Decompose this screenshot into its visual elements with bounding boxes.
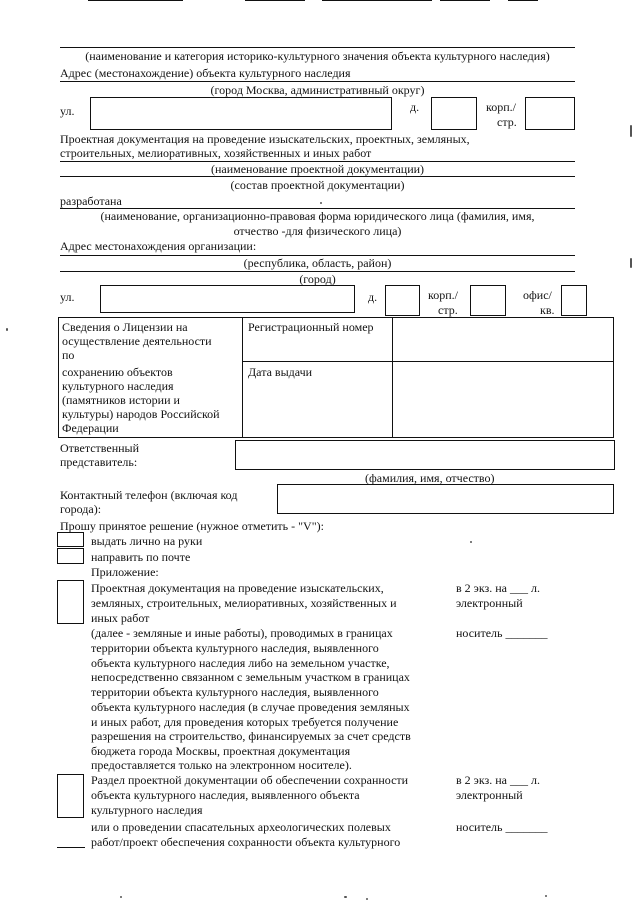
decision-prompt: Прошу принятое решение (нужное отметить - "V"): xyxy=(60,519,324,533)
office-field[interactable] xyxy=(561,285,587,316)
mail-delivery-label: направить по почте xyxy=(91,550,191,564)
org-caption-1: (наименование, организационно-правовая форма юридического лица (фамилия, имя, xyxy=(100,209,535,223)
org-building-field[interactable] xyxy=(470,285,506,316)
object-name-line xyxy=(60,47,575,48)
str-label: стр. xyxy=(497,115,517,129)
scan-speck xyxy=(120,896,122,898)
attachment-1-copies: в 2 экз. на ___ л. xyxy=(456,581,540,595)
org-address-label: Адрес местонахождения организации: xyxy=(60,239,257,253)
attachment-2-blank-line xyxy=(57,847,85,848)
scan-speck xyxy=(344,896,347,898)
apt-label: кв. xyxy=(540,303,555,317)
scan-edge-line xyxy=(245,0,305,1)
region-caption: (республика, область, район) xyxy=(243,256,392,270)
attachment-2-carrier: носитель _______ xyxy=(456,820,548,834)
attachment-1-text: и иных работ, для проведения которых требуется получение xyxy=(91,715,399,729)
org-house-label: д. xyxy=(368,290,378,304)
reg-number-label: Регистрационный номер xyxy=(248,320,374,334)
attachment-2-copies: в 2 экз. на ___ л. xyxy=(456,773,540,787)
project-name-caption: (наименование проектной документации) xyxy=(210,162,425,176)
license-desc-line: по xyxy=(62,348,75,362)
org-street-field[interactable] xyxy=(100,285,355,313)
org-street-label: ул. xyxy=(60,290,75,304)
attachment-1-text: непосредственно связанном с земельным участком в границах xyxy=(91,670,410,684)
license-desc-line: Сведения о Лицензии на xyxy=(62,320,188,334)
attachment-1-text: бюджета города Москвы, проектная документация xyxy=(91,744,351,758)
scan-speck xyxy=(320,202,322,204)
license-desc-line: культуры) народов Российской xyxy=(62,407,220,421)
developed-by-label: разработана xyxy=(60,194,122,208)
attachments-title: Приложение: xyxy=(91,565,159,579)
object-name-caption: (наименование и категория историко-культурного значения объекта культурного наследия) xyxy=(85,49,550,63)
project-composition-line xyxy=(60,176,575,177)
reg-number-field[interactable] xyxy=(393,318,613,360)
scan-speck xyxy=(545,895,547,897)
license-desc-line: осуществление деятельности xyxy=(62,334,212,348)
mail-delivery-checkbox[interactable] xyxy=(57,548,84,564)
house-label: д. xyxy=(410,100,420,114)
license-desc-line: Федерации xyxy=(62,421,119,435)
hand-delivery-label: выдать лично на руки xyxy=(91,534,203,548)
street-label: ул. xyxy=(60,104,75,118)
phone-label-2: города): xyxy=(60,502,102,516)
object-address-label: Адрес (местонахождение) объекта культурного наследия xyxy=(60,66,351,80)
org-korp-label: корп./ xyxy=(428,288,458,302)
attachment-1-text: объекта культурного наследия (в случае проведения земляных xyxy=(91,700,410,714)
project-text-line2: строительных, мелиоративных, хозяйственных и иных работ xyxy=(60,146,372,160)
attachment-1-text: (далее - земляные и иные работы), проводимых в границах xyxy=(91,626,393,640)
scan-speck xyxy=(470,541,472,543)
attachment-2-electronic: электронный xyxy=(456,788,523,802)
attachment-2-text: культурного наследия xyxy=(91,803,203,817)
attachment-1-text: предоставляется только на электронном носителе). xyxy=(91,758,352,772)
attachment-1-text: территории объекта культурного наследия, выявленного xyxy=(91,685,379,699)
issue-date-field[interactable] xyxy=(393,362,613,437)
attachment-2-checkbox[interactable] xyxy=(57,774,84,818)
project-composition-caption: (состав проектной документации) xyxy=(230,178,405,192)
attachment-2-text: или о проведении спасательных археологических полевых xyxy=(91,820,391,834)
org-caption-2: отчество -для физического лица) xyxy=(233,224,402,238)
street-field[interactable] xyxy=(90,97,392,130)
representative-caption: (фамилия, имя, отчество) xyxy=(365,471,495,485)
scan-speck xyxy=(366,898,368,900)
license-desc-line: сохранению объектов xyxy=(62,365,173,379)
attachment-2-text: объекта культурного наследия, выявленного объекта xyxy=(91,788,360,802)
issue-date-label: Дата выдачи xyxy=(248,365,313,379)
korp-label: корп./ xyxy=(486,100,516,114)
city-caption: (город Москва, административный округ) xyxy=(210,83,425,97)
city-line xyxy=(60,81,575,82)
attachment-1-text: Проектная документация на проведение изыскательских, xyxy=(91,581,384,595)
attachment-1-text: территории объекта культурного наследия, выявленного xyxy=(91,641,379,655)
attachment-1-electronic: электронный xyxy=(456,596,523,610)
scan-speck xyxy=(630,125,632,137)
attachment-1-carrier: носитель _______ xyxy=(456,626,548,640)
scan-edge-line xyxy=(88,0,183,1)
scan-speck xyxy=(630,258,632,268)
representative-label-2: представитель: xyxy=(60,455,138,469)
office-label: офис/ xyxy=(523,288,552,302)
phone-field[interactable] xyxy=(277,484,614,514)
town-caption: (город) xyxy=(299,272,336,286)
scan-speck xyxy=(6,328,8,331)
org-house-field[interactable] xyxy=(385,285,420,316)
license-desc-line: культурного наследия xyxy=(62,379,174,393)
attachment-1-text: объекта культурного наследия либо на земельном участке, xyxy=(91,656,390,670)
attachment-1-checkbox[interactable] xyxy=(57,580,84,624)
scan-edge-line xyxy=(508,0,538,1)
project-text-line1: Проектная документация на проведение изыскательских, проектных, земляных, xyxy=(60,132,470,146)
attachment-1-text: иных работ xyxy=(91,611,150,625)
scan-edge-line xyxy=(322,0,432,1)
attachment-2-text: Раздел проектной документации об обеспечении сохранности xyxy=(91,773,409,787)
representative-label-1: Ответственный xyxy=(60,441,140,455)
house-field[interactable] xyxy=(431,97,477,130)
license-divider-1 xyxy=(242,317,243,438)
attachment-1-text: разрешения на строительство, финансируемых за счет средств xyxy=(91,729,411,743)
org-str-label: стр. xyxy=(438,303,458,317)
building-field[interactable] xyxy=(525,97,575,130)
phone-label-1: Контактный телефон (включая код xyxy=(60,488,238,502)
attachment-2-text: работ/проект обеспечения сохранности объекта культурного xyxy=(91,835,401,849)
license-desc-line: (памятников истории и xyxy=(62,393,180,407)
representative-field[interactable] xyxy=(235,440,615,470)
scan-edge-line xyxy=(440,0,490,1)
hand-delivery-checkbox[interactable] xyxy=(57,532,84,547)
attachment-1-text: земляных, строительных, мелиоративных, хозяйственных и xyxy=(91,596,397,610)
